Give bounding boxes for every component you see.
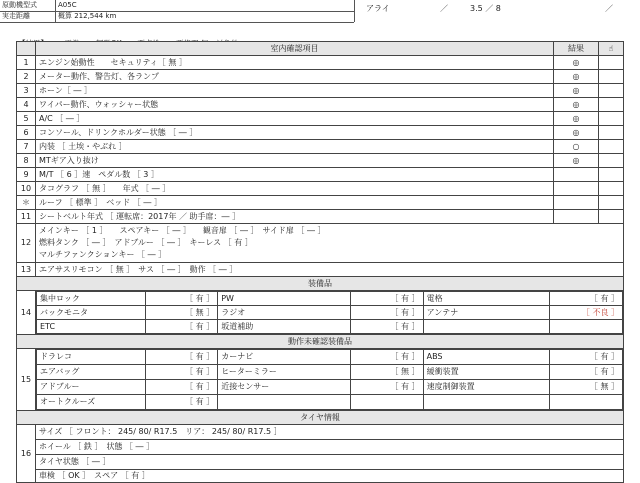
grid-key: PW (218, 292, 351, 306)
grid-row (37, 350, 623, 365)
grid-key: カーナビ (218, 350, 351, 365)
grid-key: 坂道補助 (218, 320, 351, 334)
mileage-label: 実走距離 (0, 11, 56, 22)
row-number: 6 (17, 126, 36, 140)
grid-key: ETC (37, 320, 146, 334)
mileage-value: 概算 212,544 km (58, 12, 117, 20)
row-number: 5 (17, 112, 36, 126)
grid-value: ［ 有 ］ (145, 380, 217, 395)
row-result (554, 196, 599, 210)
tire-title: タイヤ情報 (17, 411, 624, 425)
grid-value: ［ 有 ］ (351, 306, 423, 320)
grid-row (37, 292, 623, 306)
interior-row (17, 98, 624, 112)
keys-row: 12 メインキー ［ 1 ］ スペアキー ［ ― ］ 観音扉 ［ ― ］ サイド扉 ［ ― ］ 燃料タンク ［ ― ］ アドブルー ［ ― ］ キーレス ［ 有 ］ マルチファンクションキー ［ ― ］ (17, 224, 624, 263)
row-text: ホーン［ ― ］ (36, 84, 554, 98)
interior-row (17, 182, 624, 196)
wheel-state: ホイール ［ 鉄 ］ 状態 ［ ― ］ (36, 440, 623, 455)
grid-row (37, 306, 623, 320)
row-number: 7 (17, 140, 36, 154)
grid-value: ［ 有 ］ (351, 292, 423, 306)
row-number: 3 (17, 84, 36, 98)
row-text: シートベルト年式 ［ 運転席：2017年 ／ 助手席：― ］ (36, 210, 554, 224)
operation-grid (36, 349, 623, 410)
row-text: ワイパー動作、ウォッシャー状態 (36, 98, 554, 112)
interior-row (17, 210, 624, 224)
row-number: 4 (17, 98, 36, 112)
grid-row (37, 395, 623, 410)
engine-model-value: A05C (58, 1, 77, 9)
row-text: M/T ［ 6 ］速 ペダル数 ［ 3 ］ (36, 168, 554, 182)
row-result: ◎ (554, 154, 599, 168)
grid-value: ［ 有 ］ (145, 395, 217, 410)
grid-row (37, 365, 623, 380)
keys-line-1: メインキー ［ 1 ］ スペアキー ［ ― ］ 観音扉 ［ ― ］ サイド扉 ［ ― ］ (39, 226, 326, 235)
inspection-spare: 車検 ［ OK ］ スペア ［ 有 ］ (39, 471, 150, 480)
alignment-value: 3.5 ／ 8 (470, 4, 501, 13)
row-text: A/C ［ ― ］ (36, 112, 554, 126)
row-text: ルーフ ［ 標準 ］ ベッド ［ ― ］ (36, 196, 554, 210)
row-number: 8 (17, 154, 36, 168)
row-text: メーター動作、警告灯、各ランプ (36, 70, 554, 84)
row-number: ＊ (17, 196, 36, 210)
equipment-grid (36, 291, 623, 334)
vehicle-info-strip (0, 0, 640, 22)
interior-check-table (16, 41, 624, 483)
grid-value: ［ 有 ］ (550, 365, 623, 380)
row-text: エンジン始動性 セキュリティ［ 無 ］ (36, 56, 554, 70)
tire-state: タイヤ状態 ［ ― ］ (36, 455, 623, 470)
grid-key: 電格 (423, 292, 550, 306)
interior-row (17, 126, 624, 140)
interior-row (17, 84, 624, 98)
tire-block: 16 サイズ ［ フロント： 245/ 80/ R17.5 リア： 245/ 80/ R17.5 ］ ホイール ［ 鉄 ］ 状態 ［ ― ］ タイヤ状態 ［ ― ］ 車検 ［ OK ］ スペア ［ 有 ］ (17, 425, 624, 483)
grid-key: アンテナ (423, 306, 550, 320)
grid-key: ドラレコ (37, 350, 146, 365)
mileage-row (0, 11, 354, 23)
row-result: ○ (554, 140, 599, 154)
row-result: ◎ (554, 112, 599, 126)
row-number: 9 (17, 168, 36, 182)
tire-size: サイズ ［ フロント： 245/ 80/ R17.5 リア： 245/ 80/ R17.5 ］ (36, 425, 623, 440)
interior-row (17, 112, 624, 126)
result-header: 結果 (554, 42, 599, 56)
grid-value: ［ 有 ］ (145, 350, 217, 365)
alignment-row (360, 3, 632, 17)
row-result: ◎ (554, 56, 599, 70)
alignment-mark: ／ (440, 4, 448, 13)
hand-icon: ☝ (599, 42, 624, 56)
row-result: ◎ (554, 84, 599, 98)
row-number: 2 (17, 70, 36, 84)
keys-line-2: 燃料タンク ［ ― ］ アドブルー ［ ― ］ キーレス ［ 有 ］ (39, 238, 253, 247)
alignment-label: アライ (366, 4, 390, 13)
keys-line-3: マルチファンクションキー ［ ― ］ (39, 250, 167, 259)
grid-key: エアバッグ (37, 365, 146, 380)
interior-row (17, 140, 624, 154)
operation-title: 動作未確認装備品 (17, 335, 624, 349)
equipment-title: 装備品 (17, 277, 624, 291)
grid-key: 緩衝装置 (423, 365, 550, 380)
grid-key: バックモニタ (37, 306, 146, 320)
grid-key: オートクルーズ (37, 395, 146, 410)
grid-value: ［ 不良 ］ (550, 306, 623, 320)
grid-row (37, 320, 623, 334)
row-number: 10 (17, 182, 36, 196)
row-result: ◎ (554, 70, 599, 84)
air-suspension-row: 13 エアサスリモコン ［ 無 ］ サス ［ ― ］ 動作 ［ ― ］ (17, 263, 624, 277)
grid-value: ［ 有 ］ (145, 292, 217, 306)
row-number: 1 (17, 56, 36, 70)
grid-row (37, 380, 623, 395)
grid-value: ［ 有 ］ (550, 350, 623, 365)
grid-key: 集中ロック (37, 292, 146, 306)
row-text: タコグラフ ［ 無 ］ 年式 ［ ― ］ (36, 182, 554, 196)
grid-value: ［ 無 ］ (351, 365, 423, 380)
grid-value: ［ 有 ］ (351, 380, 423, 395)
grid-key: アドブルー (37, 380, 146, 395)
grid-key (423, 320, 550, 334)
grid-key (423, 395, 550, 410)
engine-model-label: 原動機型式 (0, 0, 56, 11)
grid-value: ［ 無 ］ (145, 306, 217, 320)
grid-key: ヒーターミラー (218, 365, 351, 380)
interior-row (17, 154, 624, 168)
grid-key: 速度制御装置 (423, 380, 550, 395)
grid-value: ［ 有 ］ (145, 320, 217, 334)
interior-row (17, 168, 624, 182)
operation-block: 15 ドラレコ ［ 有 ］ カーナビ ［ 有 ］ ABS ［ 有 ］ エアバッグ ［ 有 ］ ヒーターミラー ［ 無 ］ 緩衝装置 ［ 有 ］ アドブルー ［ 有 ］ 近接センサー ［ 有 ］ 速度制御装置 ［ 無 ］ オートクルーズ ［ 有 ］ (17, 349, 624, 411)
row-number: 11 (17, 210, 36, 224)
grid-value (550, 320, 623, 334)
interior-row (17, 56, 624, 70)
row-text: 内装 ［ 土埃・やぶれ ］ (36, 140, 554, 154)
grid-value: ［ 有 ］ (351, 320, 423, 334)
grid-value: ［ 無 ］ (550, 380, 623, 395)
row-text: MTギア入り抜け (36, 154, 554, 168)
grid-value: ［ 有 ］ (145, 365, 217, 380)
grid-value (351, 395, 423, 410)
grid-key: 近接センサー (218, 380, 351, 395)
interior-row (17, 70, 624, 84)
grid-value: ［ 有 ］ (550, 292, 623, 306)
interior-title: 室内確認項目 (36, 42, 554, 56)
grid-value: ［ 有 ］ (351, 350, 423, 365)
row-result (554, 182, 599, 196)
equipment-block: 14 集中ロック ［ 有 ］ PW ［ 有 ］ 電格 ［ 有 ］ バックモニタ ［ 無 ］ ラジオ ［ 有 ］ アンテナ ［ 不良 ］ ETC ［ 有 ］ 坂道補助 ［ 有 ］ (17, 291, 624, 335)
row-result (554, 210, 599, 224)
grid-value (550, 395, 623, 410)
grid-key: ラジオ (218, 306, 351, 320)
air-suspension-text: エアサスリモコン ［ 無 ］ サス ［ ― ］ 動作 ［ ― ］ (36, 263, 624, 277)
grid-key (218, 395, 351, 410)
row-text: コンソール、ドリンクホルダー状態 ［ ― ］ (36, 126, 554, 140)
row-result: ◎ (554, 126, 599, 140)
grid-key: ABS (423, 350, 550, 365)
alignment-mark-2: ／ (605, 4, 613, 13)
interior-row (17, 196, 624, 210)
row-result: ◎ (554, 98, 599, 112)
row-result (554, 168, 599, 182)
